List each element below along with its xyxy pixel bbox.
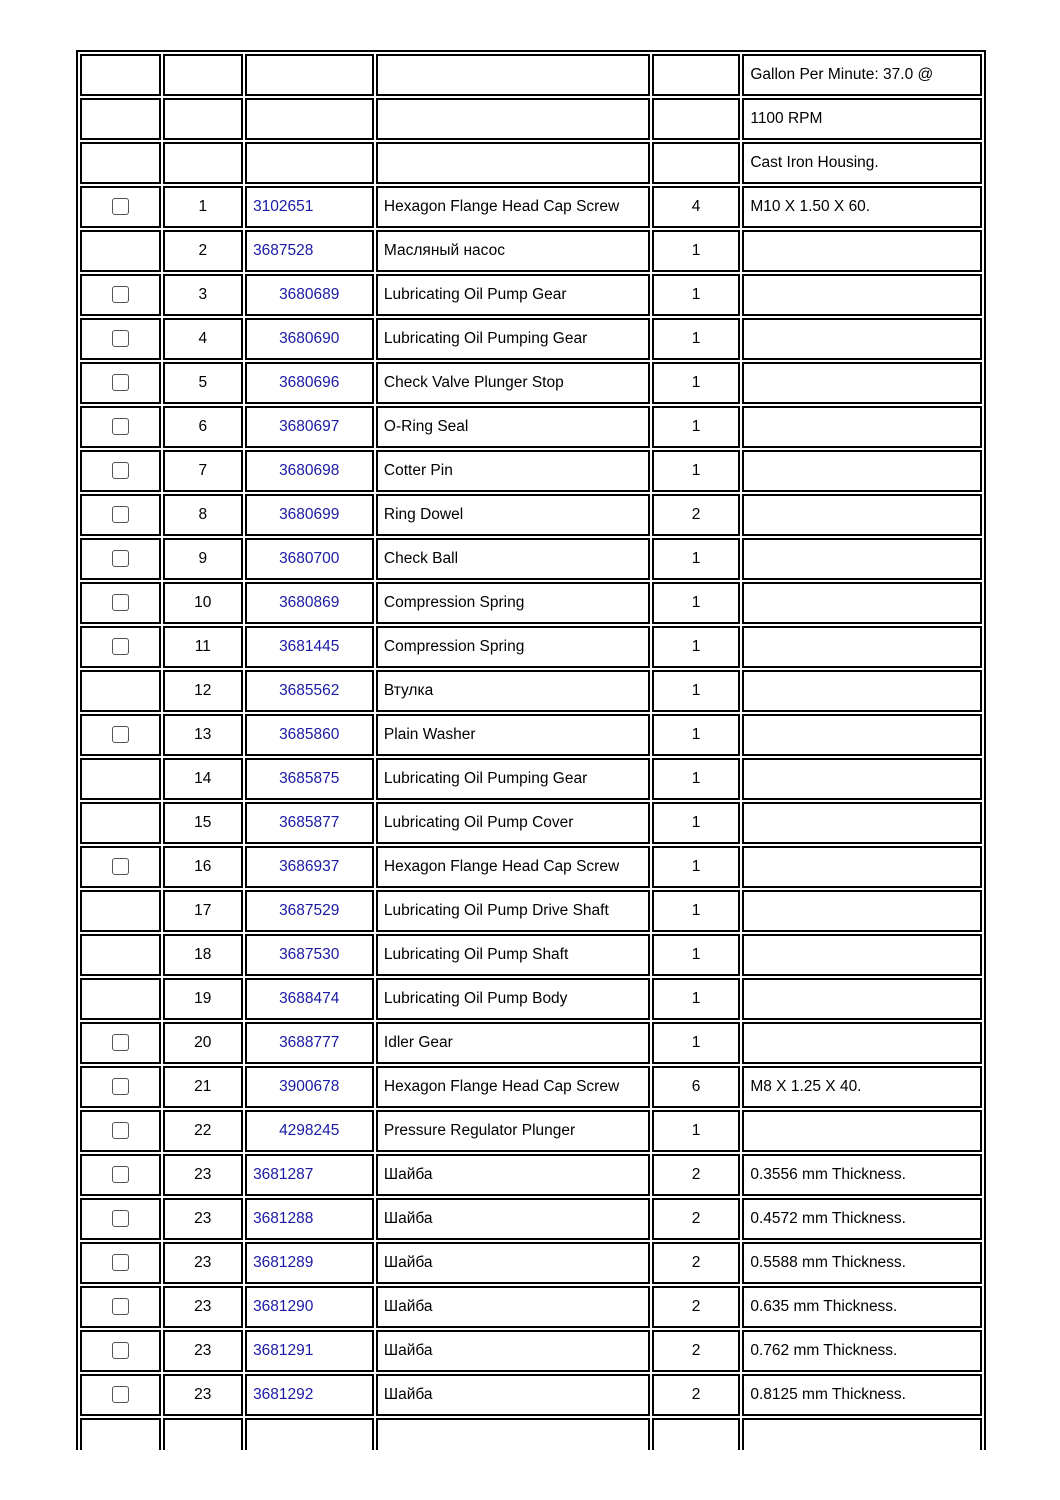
part-number-link[interactable]: 3680698 bbox=[279, 462, 340, 479]
description-cell: Hexagon Flange Head Cap Screw bbox=[376, 186, 650, 228]
quantity-cell: 1 bbox=[652, 538, 741, 580]
description-cell: Cotter Pin bbox=[376, 450, 650, 492]
quantity-cell: 1 bbox=[652, 802, 741, 844]
part-number-link[interactable]: 3681288 bbox=[253, 1210, 314, 1227]
table-row bbox=[80, 538, 982, 580]
checkbox-cell bbox=[80, 626, 161, 668]
table-row bbox=[80, 802, 982, 844]
part-number-cell bbox=[245, 142, 374, 184]
table-row bbox=[80, 362, 982, 404]
part-number-link[interactable]: 3681445 bbox=[279, 638, 340, 655]
item-number-cell: 5 bbox=[163, 362, 244, 404]
item-number-cell: 13 bbox=[163, 714, 244, 756]
checkbox-cell bbox=[80, 1198, 161, 1240]
select-checkbox[interactable] bbox=[112, 1386, 129, 1403]
table-row bbox=[80, 1110, 982, 1152]
description-cell: O-Ring Seal bbox=[376, 406, 650, 448]
table-row bbox=[80, 1022, 982, 1064]
part-number-cell bbox=[245, 406, 374, 448]
quantity-cell: 4 bbox=[652, 186, 741, 228]
checkbox-cell bbox=[80, 714, 161, 756]
checkbox-cell bbox=[80, 1374, 161, 1416]
note-cell bbox=[742, 494, 982, 536]
part-number-link[interactable]: 3687530 bbox=[279, 946, 340, 963]
quantity-cell: 2 bbox=[652, 1242, 741, 1284]
note-cell bbox=[742, 1110, 982, 1152]
table-row bbox=[80, 890, 982, 932]
select-checkbox[interactable] bbox=[112, 550, 129, 567]
parts-table bbox=[76, 50, 986, 1450]
select-checkbox[interactable] bbox=[112, 418, 129, 435]
item-number-cell bbox=[163, 142, 244, 184]
select-checkbox[interactable] bbox=[112, 858, 129, 875]
select-checkbox[interactable] bbox=[112, 726, 129, 743]
checkbox-cell bbox=[80, 890, 161, 932]
select-checkbox[interactable] bbox=[112, 1166, 129, 1183]
table-row bbox=[80, 1066, 982, 1108]
part-number-link[interactable]: 3680689 bbox=[279, 286, 340, 303]
checkbox-cell bbox=[80, 318, 161, 360]
description-cell: Compression Spring bbox=[376, 582, 650, 624]
select-checkbox[interactable] bbox=[112, 594, 129, 611]
item-number-cell: 2 bbox=[163, 230, 244, 272]
checkbox-cell bbox=[80, 1066, 161, 1108]
part-number-link[interactable]: 3680697 bbox=[279, 418, 340, 435]
quantity-cell: 2 bbox=[652, 494, 741, 536]
description-cell: Lubricating Oil Pump Gear bbox=[376, 274, 650, 316]
checkbox-cell bbox=[80, 362, 161, 404]
parts-table-body bbox=[80, 54, 982, 1450]
part-number-link[interactable]: 3681291 bbox=[253, 1342, 314, 1359]
part-number-cell bbox=[245, 450, 374, 492]
checkbox-cell bbox=[80, 802, 161, 844]
description-cell: Lubricating Oil Pump Drive Shaft bbox=[376, 890, 650, 932]
part-number-link[interactable]: 3680696 bbox=[279, 374, 340, 391]
quantity-cell: 1 bbox=[652, 934, 741, 976]
checkbox-cell bbox=[80, 494, 161, 536]
item-number-cell: 23 bbox=[163, 1374, 244, 1416]
checkbox-cell bbox=[80, 1330, 161, 1372]
quantity-cell: 6 bbox=[652, 1066, 741, 1108]
note-cell bbox=[742, 626, 982, 668]
quantity-cell: 1 bbox=[652, 582, 741, 624]
description-cell: Lubricating Oil Pump Shaft bbox=[376, 934, 650, 976]
select-checkbox[interactable] bbox=[112, 638, 129, 655]
checkbox-cell bbox=[80, 582, 161, 624]
part-number-link[interactable]: 3681287 bbox=[253, 1166, 314, 1183]
quantity-cell: 2 bbox=[652, 1374, 741, 1416]
table-row bbox=[80, 1154, 982, 1196]
note-cell: 0.5588 mm Thickness. bbox=[742, 1242, 982, 1284]
table-row-empty bbox=[80, 1418, 982, 1450]
quantity-cell bbox=[652, 142, 741, 184]
note-cell: Gallon Per Minute: 37.0 @ bbox=[742, 54, 982, 96]
description-cell: Lubricating Oil Pump Cover bbox=[376, 802, 650, 844]
note-cell: 0.3556 mm Thickness. bbox=[742, 1154, 982, 1196]
checkbox-cell bbox=[80, 1022, 161, 1064]
checkbox-cell bbox=[80, 1286, 161, 1328]
description-cell: Lubricating Oil Pump Body bbox=[376, 978, 650, 1020]
part-number-cell bbox=[245, 538, 374, 580]
note-cell bbox=[742, 758, 982, 800]
table-row bbox=[80, 1198, 982, 1240]
part-number-cell bbox=[245, 230, 374, 272]
note-cell bbox=[742, 450, 982, 492]
note-cell bbox=[742, 362, 982, 404]
checkbox-cell bbox=[80, 274, 161, 316]
description-cell: Plain Washer bbox=[376, 714, 650, 756]
item-number-cell: 9 bbox=[163, 538, 244, 580]
description-cell: Hexagon Flange Head Cap Screw bbox=[376, 846, 650, 888]
item-number-cell: 23 bbox=[163, 1330, 244, 1372]
item-number-cell: 23 bbox=[163, 1198, 244, 1240]
select-checkbox[interactable] bbox=[112, 330, 129, 347]
part-number-link[interactable]: 3688777 bbox=[279, 1034, 340, 1051]
quantity-cell bbox=[652, 54, 741, 96]
description-cell: Hexagon Flange Head Cap Screw bbox=[376, 1066, 650, 1108]
part-number-link[interactable]: 3680690 bbox=[279, 330, 340, 347]
part-number-link[interactable]: 3900678 bbox=[279, 1078, 340, 1095]
quantity-cell: 1 bbox=[652, 626, 741, 668]
description-cell: Шайба bbox=[376, 1330, 650, 1372]
checkbox-cell bbox=[80, 142, 161, 184]
note-cell bbox=[742, 978, 982, 1020]
part-number-cell bbox=[245, 494, 374, 536]
quantity-cell: 1 bbox=[652, 450, 741, 492]
item-number-cell: 23 bbox=[163, 1154, 244, 1196]
table-row bbox=[80, 934, 982, 976]
part-number-link[interactable]: 3680700 bbox=[279, 550, 340, 567]
select-checkbox[interactable] bbox=[112, 1342, 129, 1359]
quantity-cell: 1 bbox=[652, 362, 741, 404]
note-cell bbox=[742, 538, 982, 580]
quantity-cell: 1 bbox=[652, 846, 741, 888]
select-checkbox[interactable] bbox=[112, 1210, 129, 1227]
checkbox-cell bbox=[80, 186, 161, 228]
note-cell bbox=[742, 714, 982, 756]
part-number-link[interactable]: 3685875 bbox=[279, 770, 340, 787]
description-cell: Check Ball bbox=[376, 538, 650, 580]
checkbox-cell bbox=[80, 934, 161, 976]
part-number-link[interactable]: 4298245 bbox=[279, 1122, 340, 1139]
part-number-link[interactable]: 3680699 bbox=[279, 506, 340, 523]
description-cell: Lubricating Oil Pumping Gear bbox=[376, 758, 650, 800]
description-cell bbox=[376, 54, 650, 96]
note-cell bbox=[742, 318, 982, 360]
quantity-cell: 1 bbox=[652, 978, 741, 1020]
item-number-cell bbox=[163, 54, 244, 96]
item-number-cell: 22 bbox=[163, 1110, 244, 1152]
part-number-link[interactable]: 3686937 bbox=[279, 858, 340, 875]
part-number-cell bbox=[245, 1242, 374, 1284]
part-number-link[interactable]: 3685877 bbox=[279, 814, 340, 831]
checkbox-cell bbox=[80, 230, 161, 272]
description-cell: Шайба bbox=[376, 1286, 650, 1328]
item-number-cell: 4 bbox=[163, 318, 244, 360]
select-checkbox[interactable] bbox=[112, 374, 129, 391]
item-number-cell: 14 bbox=[163, 758, 244, 800]
select-checkbox[interactable] bbox=[112, 506, 129, 523]
note-cell: 0.8125 mm Thickness. bbox=[742, 1374, 982, 1416]
note-cell: 0.635 mm Thickness. bbox=[742, 1286, 982, 1328]
quantity-cell: 2 bbox=[652, 1330, 741, 1372]
table-row bbox=[80, 626, 982, 668]
quantity-cell: 1 bbox=[652, 230, 741, 272]
select-checkbox[interactable] bbox=[112, 286, 129, 303]
part-number-link[interactable]: 3680869 bbox=[279, 594, 340, 611]
item-number-cell: 23 bbox=[163, 1242, 244, 1284]
part-number-cell bbox=[245, 802, 374, 844]
table-row bbox=[80, 582, 982, 624]
quantity-cell: 2 bbox=[652, 1154, 741, 1196]
item-number-cell: 17 bbox=[163, 890, 244, 932]
part-number-cell bbox=[245, 54, 374, 96]
item-number-cell: 10 bbox=[163, 582, 244, 624]
part-number-cell bbox=[245, 1066, 374, 1108]
item-number-cell: 18 bbox=[163, 934, 244, 976]
table-row bbox=[80, 274, 982, 316]
note-cell bbox=[742, 802, 982, 844]
item-number-cell: 15 bbox=[163, 802, 244, 844]
note-cell bbox=[742, 670, 982, 712]
note-cell bbox=[742, 582, 982, 624]
part-number-cell bbox=[245, 1286, 374, 1328]
checkbox-cell bbox=[80, 1154, 161, 1196]
part-number-link[interactable]: 3685562 bbox=[279, 682, 340, 699]
description-cell: Шайба bbox=[376, 1198, 650, 1240]
checkbox-cell bbox=[80, 1418, 161, 1450]
description-cell bbox=[376, 142, 650, 184]
quantity-cell: 1 bbox=[652, 318, 741, 360]
checkbox-cell bbox=[80, 538, 161, 580]
checkbox-cell bbox=[80, 670, 161, 712]
part-number-link[interactable]: 3685860 bbox=[279, 726, 340, 743]
description-cell: Шайба bbox=[376, 1242, 650, 1284]
quantity-cell: 1 bbox=[652, 1022, 741, 1064]
item-number-cell: 16 bbox=[163, 846, 244, 888]
description-cell bbox=[376, 1418, 650, 1450]
description-cell: Ring Dowel bbox=[376, 494, 650, 536]
part-number-link[interactable]: 3102651 bbox=[253, 198, 314, 215]
checkbox-cell bbox=[80, 846, 161, 888]
part-number-cell bbox=[245, 362, 374, 404]
part-number-link[interactable]: 3687528 bbox=[253, 242, 314, 259]
note-cell bbox=[742, 846, 982, 888]
part-number-link[interactable]: 3687529 bbox=[279, 902, 340, 919]
item-number-cell: 19 bbox=[163, 978, 244, 1020]
table-row bbox=[80, 450, 982, 492]
item-number-cell: 6 bbox=[163, 406, 244, 448]
checkbox-cell bbox=[80, 98, 161, 140]
note-cell bbox=[742, 934, 982, 976]
part-number-cell bbox=[245, 98, 374, 140]
description-cell: Шайба bbox=[376, 1154, 650, 1196]
part-number-link[interactable]: 3681292 bbox=[253, 1386, 314, 1403]
quantity-cell: 2 bbox=[652, 1198, 741, 1240]
select-checkbox[interactable] bbox=[112, 462, 129, 479]
checkbox-cell bbox=[80, 54, 161, 96]
description-cell: Втулка bbox=[376, 670, 650, 712]
table-row bbox=[80, 758, 982, 800]
table-row bbox=[80, 406, 982, 448]
table-row-continuation bbox=[80, 54, 982, 96]
item-number-cell: 3 bbox=[163, 274, 244, 316]
part-number-link[interactable]: 3681290 bbox=[253, 1298, 314, 1315]
table-row-continuation bbox=[80, 142, 982, 184]
item-number-cell: 20 bbox=[163, 1022, 244, 1064]
quantity-cell: 1 bbox=[652, 1110, 741, 1152]
note-cell: 0.762 mm Thickness. bbox=[742, 1330, 982, 1372]
item-number-cell: 21 bbox=[163, 1066, 244, 1108]
quantity-cell: 1 bbox=[652, 890, 741, 932]
description-cell: Масляный насос bbox=[376, 230, 650, 272]
checkbox-cell bbox=[80, 406, 161, 448]
description-cell: Check Valve Plunger Stop bbox=[376, 362, 650, 404]
table-row-continuation bbox=[80, 98, 982, 140]
select-checkbox[interactable] bbox=[112, 1078, 129, 1095]
note-cell bbox=[742, 274, 982, 316]
note-cell: M8 X 1.25 X 40. bbox=[742, 1066, 982, 1108]
part-number-cell bbox=[245, 934, 374, 976]
item-number-cell: 12 bbox=[163, 670, 244, 712]
part-number-cell bbox=[245, 186, 374, 228]
part-number-cell bbox=[245, 1418, 374, 1450]
item-number-cell: 1 bbox=[163, 186, 244, 228]
select-checkbox[interactable] bbox=[112, 1298, 129, 1315]
part-number-cell bbox=[245, 714, 374, 756]
part-number-cell bbox=[245, 1154, 374, 1196]
description-cell: Pressure Regulator Plunger bbox=[376, 1110, 650, 1152]
description-cell: Compression Spring bbox=[376, 626, 650, 668]
note-cell bbox=[742, 230, 982, 272]
checkbox-cell bbox=[80, 1110, 161, 1152]
table-row bbox=[80, 846, 982, 888]
select-checkbox[interactable] bbox=[112, 1122, 129, 1139]
part-number-cell bbox=[245, 318, 374, 360]
part-number-cell bbox=[245, 1022, 374, 1064]
select-checkbox[interactable] bbox=[112, 198, 129, 215]
part-number-cell bbox=[245, 670, 374, 712]
part-number-cell bbox=[245, 1330, 374, 1372]
table-row bbox=[80, 1286, 982, 1328]
checkbox-cell bbox=[80, 978, 161, 1020]
quantity-cell bbox=[652, 98, 741, 140]
item-number-cell: 23 bbox=[163, 1286, 244, 1328]
note-cell: Cast Iron Housing. bbox=[742, 142, 982, 184]
checkbox-cell bbox=[80, 450, 161, 492]
select-checkbox[interactable] bbox=[112, 1034, 129, 1051]
part-number-cell bbox=[245, 978, 374, 1020]
part-number-cell bbox=[245, 1374, 374, 1416]
quantity-cell: 2 bbox=[652, 1286, 741, 1328]
table-row bbox=[80, 230, 982, 272]
part-number-cell bbox=[245, 1198, 374, 1240]
quantity-cell: 1 bbox=[652, 670, 741, 712]
description-cell: Lubricating Oil Pumping Gear bbox=[376, 318, 650, 360]
table-row bbox=[80, 1242, 982, 1284]
note-cell bbox=[742, 406, 982, 448]
description-cell: Шайба bbox=[376, 1374, 650, 1416]
table-row bbox=[80, 318, 982, 360]
quantity-cell: 1 bbox=[652, 274, 741, 316]
select-checkbox[interactable] bbox=[112, 1254, 129, 1271]
part-number-link[interactable]: 3681289 bbox=[253, 1254, 314, 1271]
checkbox-cell bbox=[80, 758, 161, 800]
quantity-cell bbox=[652, 1418, 741, 1450]
part-number-cell bbox=[245, 1110, 374, 1152]
note-cell: 0.4572 mm Thickness. bbox=[742, 1198, 982, 1240]
part-number-cell bbox=[245, 846, 374, 888]
item-number-cell bbox=[163, 98, 244, 140]
note-cell bbox=[742, 1022, 982, 1064]
item-number-cell: 8 bbox=[163, 494, 244, 536]
part-number-cell bbox=[245, 890, 374, 932]
table-row bbox=[80, 1330, 982, 1372]
item-number-cell: 7 bbox=[163, 450, 244, 492]
quantity-cell: 1 bbox=[652, 714, 741, 756]
item-number-cell: 11 bbox=[163, 626, 244, 668]
quantity-cell: 1 bbox=[652, 406, 741, 448]
part-number-cell bbox=[245, 626, 374, 668]
table-row bbox=[80, 978, 982, 1020]
part-number-cell bbox=[245, 582, 374, 624]
description-cell: Idler Gear bbox=[376, 1022, 650, 1064]
note-cell: 1100 RPM bbox=[742, 98, 982, 140]
note-cell bbox=[742, 890, 982, 932]
quantity-cell: 1 bbox=[652, 758, 741, 800]
part-number-link[interactable]: 3688474 bbox=[279, 990, 340, 1007]
table-row bbox=[80, 1374, 982, 1416]
table-row bbox=[80, 494, 982, 536]
checkbox-cell bbox=[80, 1242, 161, 1284]
table-row bbox=[80, 186, 982, 228]
note-cell: M10 X 1.50 X 60. bbox=[742, 186, 982, 228]
note-cell bbox=[742, 1418, 982, 1450]
item-number-cell bbox=[163, 1418, 244, 1450]
table-row bbox=[80, 714, 982, 756]
parts-sheet bbox=[76, 50, 986, 1450]
part-number-cell bbox=[245, 758, 374, 800]
part-number-cell bbox=[245, 274, 374, 316]
table-row bbox=[80, 670, 982, 712]
description-cell bbox=[376, 98, 650, 140]
